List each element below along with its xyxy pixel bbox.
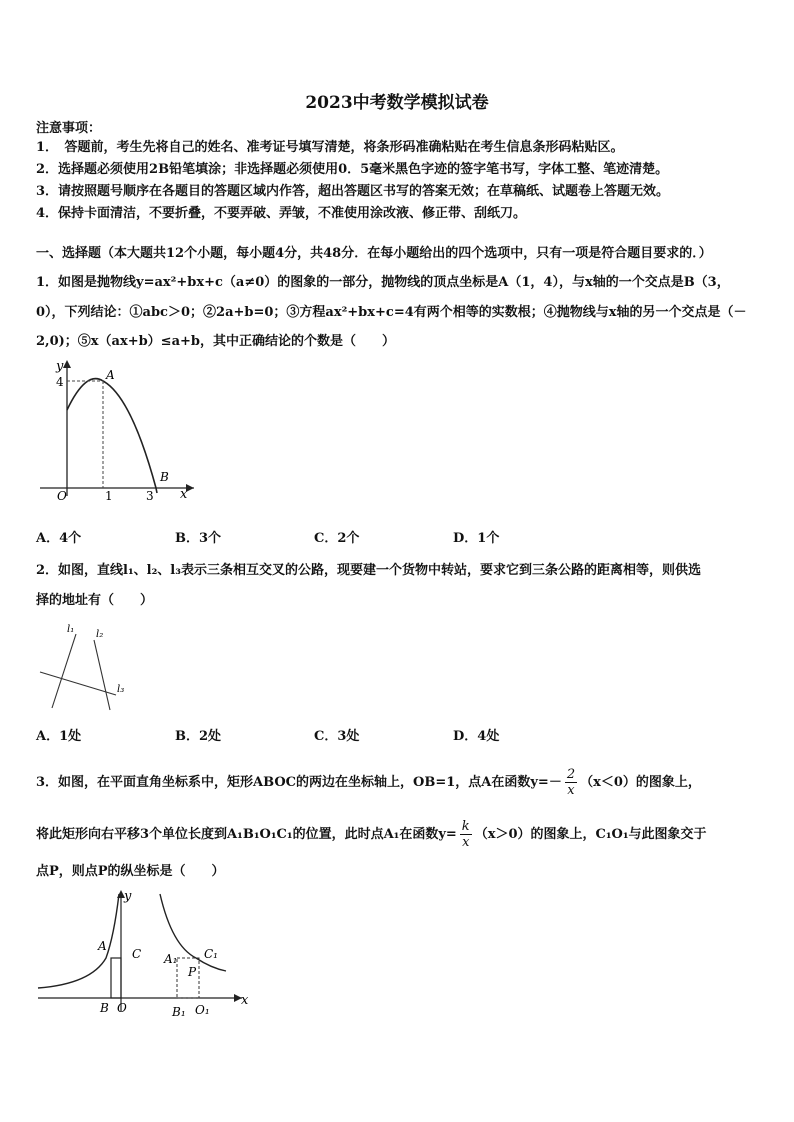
q2-line-l2 — [94, 640, 110, 710]
q2-label-l1: l₁ — [67, 624, 75, 635]
q1-option-c[interactable]: C．2个 — [314, 531, 360, 546]
q3-frac1-den: x — [567, 783, 575, 798]
q3-hyperbola-figure — [36, 886, 258, 1020]
q1-point-b: B — [160, 470, 169, 484]
q2-line-1: 2．如图，直线l₁、l₂、l₃表示三条相互交叉的公路，现要建一个货物中转站，要求它到三条公路的距离相等，则供选 — [36, 563, 701, 578]
notice-heading: 注意事项： — [36, 121, 102, 136]
q2-option-b[interactable]: B．2处 — [175, 729, 222, 744]
q2-label-l3: l₃ — [117, 684, 125, 695]
notice-item-2: 2．选择题必须使用2B铅笔填涂；非选择题必须使用0．5毫米黑色字迹的签字笔书写，字体工整、笔迹清楚。 — [36, 162, 669, 177]
q1-tick-3: 3 — [146, 489, 154, 503]
section-heading: 一、选择题（本大题共12个小题，每小题4分，共48分．在每小题给出的四个选项中，只有一项是符合题目要求的．） — [36, 246, 712, 261]
q3-label-o: O — [117, 1001, 127, 1015]
q3-label-b: B — [100, 1001, 109, 1015]
q1-y-arrow — [63, 360, 71, 368]
q2-line-l3 — [40, 672, 116, 695]
q1-parabola-curve — [67, 379, 157, 493]
q3-frac1-num: 2 — [566, 767, 576, 782]
q3-y-label: y — [124, 889, 132, 904]
q3-label-c: C — [132, 947, 142, 961]
q2-line-2: 择的地址有（ ） — [36, 593, 154, 608]
q3-label-p: P — [188, 965, 197, 979]
q2-label-l2: l₂ — [96, 629, 104, 640]
q1-option-b[interactable]: B．3个 — [175, 531, 222, 546]
q3-label-o1: O₁ — [195, 1003, 210, 1017]
notice-item-4: 4．保持卡面清洁，不要折叠，不要弄破、弄皱，不准使用涂改液、修正带、刮纸刀。 — [36, 206, 527, 221]
q3-line-1-tail: （x＜0）的图象上， — [580, 775, 701, 790]
q2-option-a[interactable]: A．1处 — [36, 729, 82, 744]
q3-label-a: A — [98, 939, 107, 953]
q3-fraction-1 — [565, 767, 577, 798]
q1-line-1: 1．如图是抛物线y=ax²+bx+c（a≠0）的图象的一部分，抛物线的顶点坐标是A（1，4），与x轴的一个交点是B（3， — [36, 275, 730, 290]
q3-rectangle-aboc — [111, 958, 121, 998]
q3-frac2-den: x — [462, 835, 470, 850]
q2-lines-figure — [36, 620, 136, 716]
q3-fraction-2 — [460, 819, 472, 850]
q1-line-3: 2,0)；⑤x（ax+b）≤a+b，其中正确结论的个数是（ ） — [36, 334, 395, 349]
q3-line-1-text: 3．如图，在平面直角坐标系中，矩形ABOC的两边在坐标轴上，OB=1，点A在函数y=－ — [36, 775, 562, 790]
q3-label-c1: C₁ — [204, 947, 218, 961]
notice-item-1: 1． 答题前，考生先将自己的姓名、准考证号填写清楚，将条形码准确粘贴在考生信息条形码粘贴区。 — [36, 140, 624, 155]
q1-line-2: 0），下列结论：①abc＞0；②2a+b=0；③方程ax²+bx+c=4有两个相等的实数根；④抛物线与x轴的另一个交点是（－ — [36, 305, 747, 320]
q1-x-label: x — [180, 487, 188, 502]
q1-point-a: A — [106, 368, 115, 382]
q1-option-d[interactable]: D．1个 — [453, 531, 500, 546]
q2-option-c[interactable]: C．3处 — [314, 729, 360, 744]
q3-line-1 — [36, 766, 701, 800]
q3-line-2 — [36, 818, 707, 852]
q1-origin: O — [57, 489, 67, 503]
q1-tick-1: 1 — [105, 489, 113, 503]
q3-left-curve — [38, 894, 119, 988]
q1-tick-4: 4 — [56, 375, 64, 389]
page-title: 2023中考数学模拟试卷 — [305, 93, 489, 113]
q3-line-2-text: 将此矩形向右平移3个单位长度到A₁B₁O₁C₁的位置，此时点A₁在函数y= — [36, 827, 457, 842]
q3-label-b1: B₁ — [172, 1005, 186, 1019]
q2-line-l1 — [52, 634, 76, 708]
q1-y-label: y — [56, 359, 64, 374]
q2-option-d[interactable]: D．4处 — [453, 729, 500, 744]
q3-line-3: 点P，则点P的纵坐标是（ ） — [36, 864, 225, 879]
q1-parabola-figure — [36, 356, 206, 504]
q3-frac2-num: k — [461, 819, 470, 834]
q3-line-2-tail: （x＞0）的图象上，C₁O₁与此图象交于 — [474, 827, 707, 842]
q3-x-label: x — [241, 993, 249, 1008]
notice-item-3: 3．请按照题号顺序在各题目的答题区域内作答，超出答题区书写的答案无效；在草稿纸、试题卷上答题无效。 — [36, 184, 670, 199]
q3-label-a1: A₁ — [164, 952, 178, 966]
q1-option-a[interactable]: A．4个 — [36, 531, 82, 546]
